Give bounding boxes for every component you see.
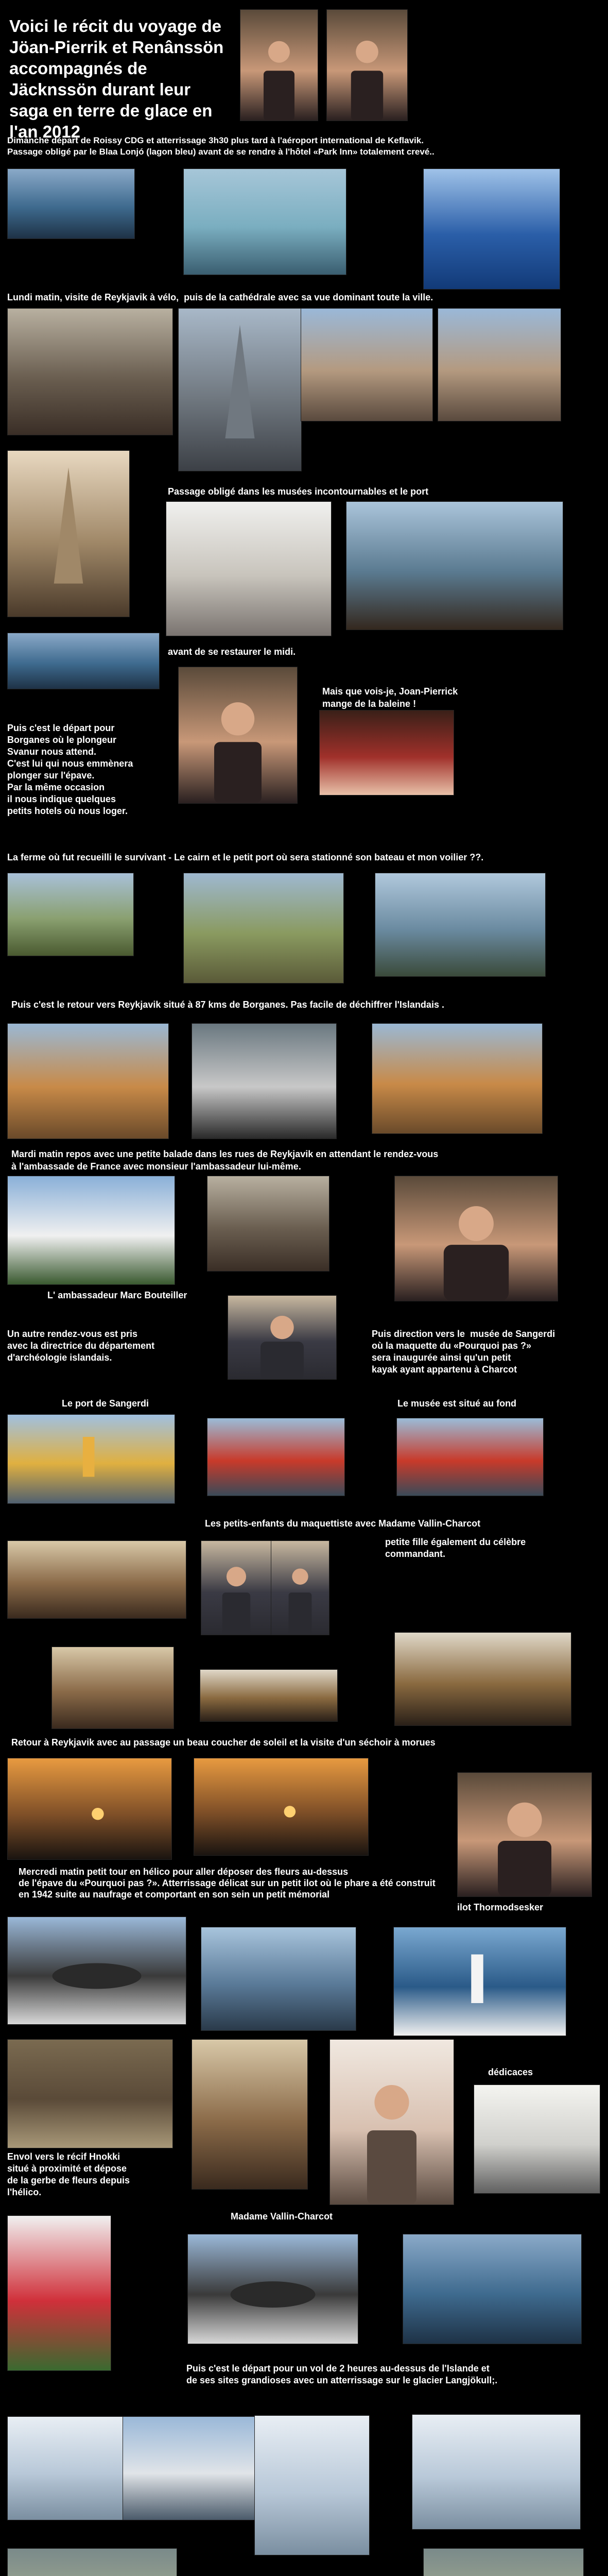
- photo-city-view: [438, 308, 561, 421]
- photo-rock: [7, 2039, 173, 2148]
- caption-reef: Envol vers le récif Hnokki situé à proximité et dépose de la gerbe de fleurs depuis l'hélico.: [7, 2151, 130, 2197]
- photo-glacier: [7, 2416, 124, 2520]
- photo-portrait: [240, 9, 318, 121]
- caption-sunset: Retour à Reykjavik avec au passage un beau coucher de soleil et la visite d'un séchoir à morues: [11, 1737, 436, 1748]
- photo-hotel: [423, 168, 560, 290]
- photo-sunset: [7, 1758, 172, 1860]
- photo-portrait: [178, 667, 298, 804]
- photo-boat: [396, 1418, 544, 1496]
- photo-boat: [207, 1418, 345, 1496]
- photo-mountain: [372, 1023, 543, 1134]
- photo-whale-meat: [319, 710, 454, 795]
- photo-flowers: [7, 2215, 111, 2371]
- caption-borganes: Puis c'est le départ pour Borganes où le plongeur Svanur nous attend. C'est lui qui nous emmènera plonger sur l'épave. Par la même occasion il nous indique quelques petits hotels où nous loger.: [7, 723, 133, 816]
- caption-helicopter: Mercredi matin petit tour en hélico pour aller déposer des fleurs au-dessus de l'épave du «Pourquoi pas ?». Atterrissage délicat sur un petit ilot où le phare a été construit en 1942 suite au naufrage et comportant en son sein un petit mémorial: [19, 1867, 436, 1900]
- photo-blue-lagoon: [183, 168, 346, 275]
- caption-lunch: avant de se restaurer le midi.: [168, 647, 296, 657]
- photo-sunset: [194, 1758, 369, 1856]
- photo-helicopter: [187, 2234, 358, 2344]
- photo-aerial: [423, 2548, 584, 2576]
- photo-harbor: [346, 501, 563, 630]
- photo-museum-room: [7, 1540, 186, 1619]
- photo-woman: [329, 2039, 454, 2205]
- photo-embassy: [7, 1176, 175, 1285]
- photo-cathedral: [7, 450, 130, 617]
- photo-group: [201, 1540, 272, 1635]
- caption-whale: Mais que vois-je, Joan-Pierrick mange de la baleine !: [322, 686, 458, 709]
- photo-glacier: [254, 2415, 370, 2555]
- photo-farm: [7, 873, 134, 956]
- photo-plane: [123, 2416, 255, 2520]
- photo-mountain: [7, 1023, 169, 1139]
- photo-helicopter: [7, 1917, 186, 2025]
- caption-grandchildren: Les petits-enfants du maquettiste avec Madame Vallin-Charcot: [205, 1518, 481, 1529]
- caption-islet: ilot Thormodsesker: [457, 1902, 544, 1912]
- photo-ship-model: [394, 1632, 571, 1726]
- caption-granddaughter: petite fille également du célèbre commandant.: [385, 1537, 526, 1559]
- photo-aerial: [7, 2548, 177, 2576]
- caption-archaeology: Un autre rendez-vous est pris avec la directrice du département d'archéologie islandais.: [7, 1329, 155, 1363]
- photo-seascape: [7, 633, 160, 689]
- caption-arrival: Dimanche départ de Roissy CDG et atterrissage 3h30 plus tard à l'aéroport international de Keflavik. Passage obligé par le Blaa Lonjó (lagon bleu) avant de se rendre à l'hôtel «Park Inn» totalement crevé..: [7, 135, 435, 157]
- caption-sangerdi-port: Le port de Sangerdi: [62, 1398, 149, 1409]
- caption-vallin-charcot: Madame Vallin-Charcot: [231, 2211, 333, 2222]
- photo-car: [192, 1023, 337, 1139]
- caption-dedications: dédicaces: [488, 2067, 533, 2077]
- photo-portrait: [457, 1772, 592, 1897]
- caption-glacier-flight: Puis c'est le départ pour un vol de 2 heures au-dessus de l'Islande et de ses sites grandioses avec un atterrissage sur le glacier Langjökull;.: [186, 2363, 498, 2385]
- photo-museum-room: [192, 2039, 308, 2190]
- photo-street: [207, 1176, 329, 1272]
- caption-reykjavik-bike: Lundi matin, visite de Reykjavik à vélo, puis de la cathédrale avec sa vue dominant toute la ville.: [7, 292, 433, 302]
- photo-museum-document: [166, 501, 332, 636]
- photo-portrait: [326, 9, 408, 121]
- photo-ship-model: [200, 1669, 338, 1722]
- photo-street: [7, 308, 173, 435]
- photo-glacier: [412, 2414, 581, 2530]
- caption-farm: La ferme où fut recueilli le survivant - Le cairn et le petit port où sera stationné son bateau et mon voilier ??.: [7, 852, 484, 862]
- caption-tuesday: Mardi matin repos avec une petite balade dans les rues de Reykjavik en attendant le rendez-vous à l'ambassade de France avec monsieur l'ambassadeur lui-même.: [11, 1149, 439, 1172]
- photo-islet: [393, 1927, 566, 2036]
- photo-coast: [201, 1927, 356, 2031]
- caption-museums: Passage obligé dans les musées incontournables et le port: [168, 486, 429, 497]
- caption-return: Puis c'est le retour vers Reykjavik situé à 87 kms de Borganes. Pas facile de déchiffrer l'Islandais .: [11, 999, 444, 1010]
- photo-group: [228, 1295, 337, 1380]
- photo-book: [474, 2084, 600, 2194]
- photo-church: [178, 308, 302, 471]
- page-title: Voici le récit du voyage de Jöan-Pierrik et Renânssön accompagnés de Jäcknssön durant leur saga en terre de glace en l'an 2012: [9, 16, 224, 141]
- photo-lighthouse: [7, 1414, 175, 1504]
- photo-portrait: [394, 1176, 558, 1301]
- photo-city-view: [301, 308, 433, 421]
- caption-sangerdi-museum: Puis direction vers le musée de Sangerdi où la maquette du «Pourquoi pas ?» sera inaugurée ainsi qu'un petit kayak ayant appartenu à Charcot: [372, 1329, 555, 1375]
- photo-lake: [375, 873, 546, 977]
- caption-museum-location: Le musée est situé au fond: [397, 1398, 517, 1409]
- caption-ambassador: L' ambassadeur Marc Bouteiller: [47, 1290, 187, 1300]
- photo-seascape: [7, 168, 135, 239]
- photo-museum-room: [51, 1647, 174, 1729]
- photo-group: [271, 1540, 329, 1635]
- photo-field: [183, 873, 344, 984]
- photo-seascape: [403, 2234, 582, 2344]
